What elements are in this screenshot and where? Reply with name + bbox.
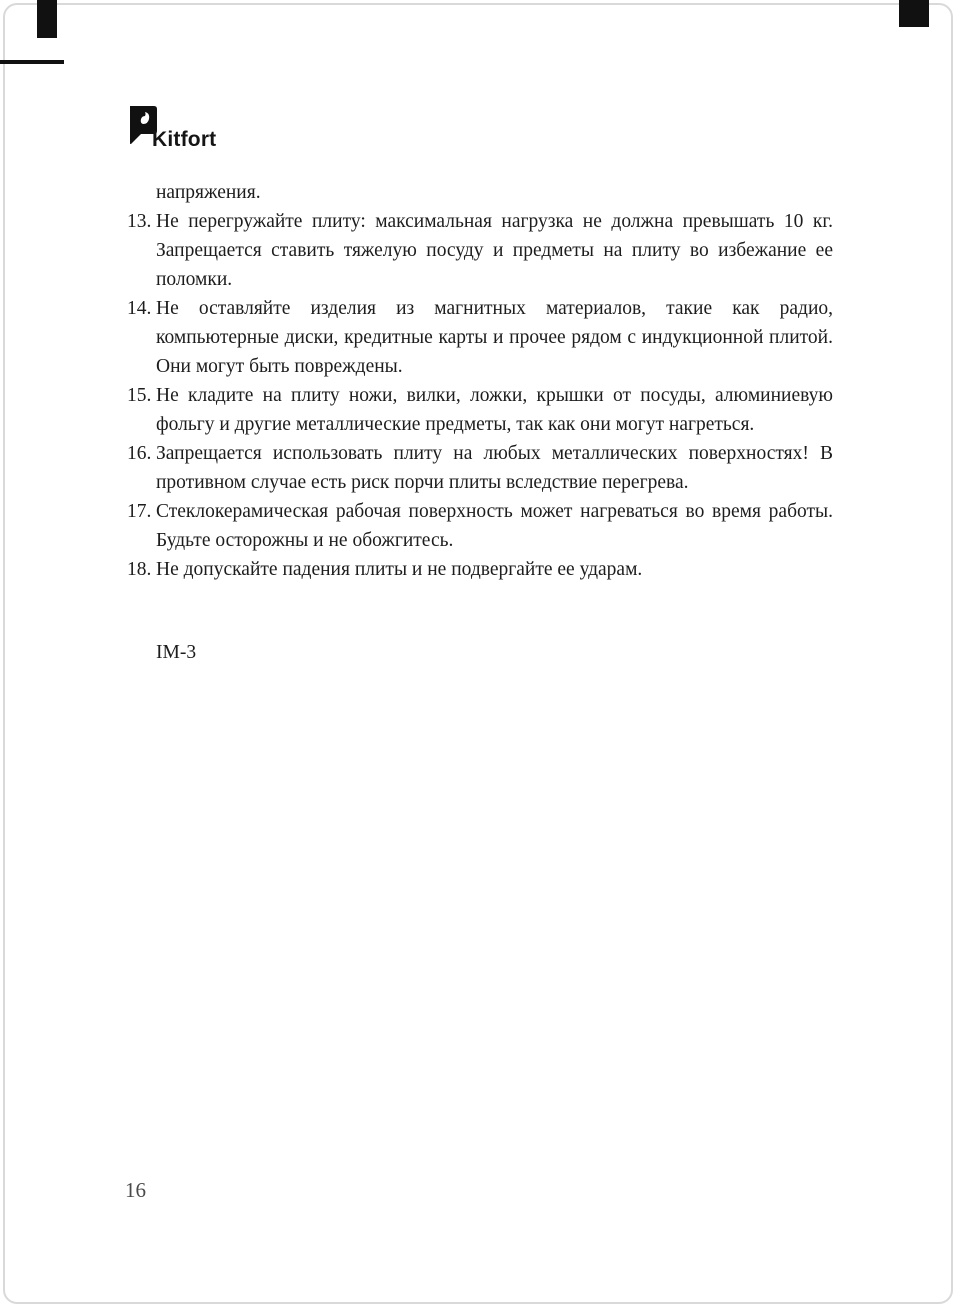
list-item-text: Стеклокерамическая рабочая поверхность может нагреваться во время работы. Будьте осторожны и не обожгитесь. bbox=[156, 501, 833, 551]
list-item bbox=[127, 555, 833, 584]
document-body bbox=[127, 178, 833, 667]
crop-mark-left-line bbox=[0, 60, 64, 64]
list-item-text: Не перегружайте плиту: максимальная нагрузка не должна превышать 10 кг. Запрещается ставить тяжелую посуду и предметы на плиту во избежание ее поломки. bbox=[156, 211, 833, 290]
list-item-number: 13. bbox=[127, 211, 152, 232]
list-item-number: 17. bbox=[127, 501, 152, 522]
list-item-number: 14. bbox=[127, 298, 152, 319]
list-item-number: 16. bbox=[127, 443, 152, 464]
brand-logo bbox=[127, 106, 247, 152]
paragraph-continuation: напряжения. bbox=[156, 182, 261, 203]
list-item-text: Запрещается использовать плиту на любых металлических поверхностях! В противном случае есть риск порчи плиты вследствие перегрева. bbox=[156, 443, 833, 493]
crop-mark-top-left bbox=[37, 0, 57, 38]
list-item-text: Не оставляйте изделия из магнитных материалов, такие как радио, компьютерные диски, кредитные карты и прочее рядом с индукционной плитой. Они могут быть повреждены. bbox=[156, 298, 833, 377]
model-code: IM-3 bbox=[156, 642, 197, 663]
list-item bbox=[127, 497, 833, 555]
list-item bbox=[127, 439, 833, 497]
list-item-number: 15. bbox=[127, 385, 152, 406]
page-number: 16 bbox=[125, 1178, 146, 1202]
list-item bbox=[127, 294, 833, 381]
brand-logo-text: Kitfort bbox=[152, 128, 217, 151]
list-item bbox=[127, 381, 833, 439]
crop-mark-top-right bbox=[899, 0, 929, 27]
list-item-text: Не допускайте падения плиты и не подвергайте ее ударам. bbox=[156, 559, 643, 580]
list-item bbox=[127, 207, 833, 294]
list-item-number: 18. bbox=[127, 559, 152, 580]
list-item-text: Не кладите на плиту ножи, вилки, ложки, крышки от посуды, алюминиевую фольгу и другие металлические предметы, так как они могут нагреться. bbox=[156, 385, 833, 435]
